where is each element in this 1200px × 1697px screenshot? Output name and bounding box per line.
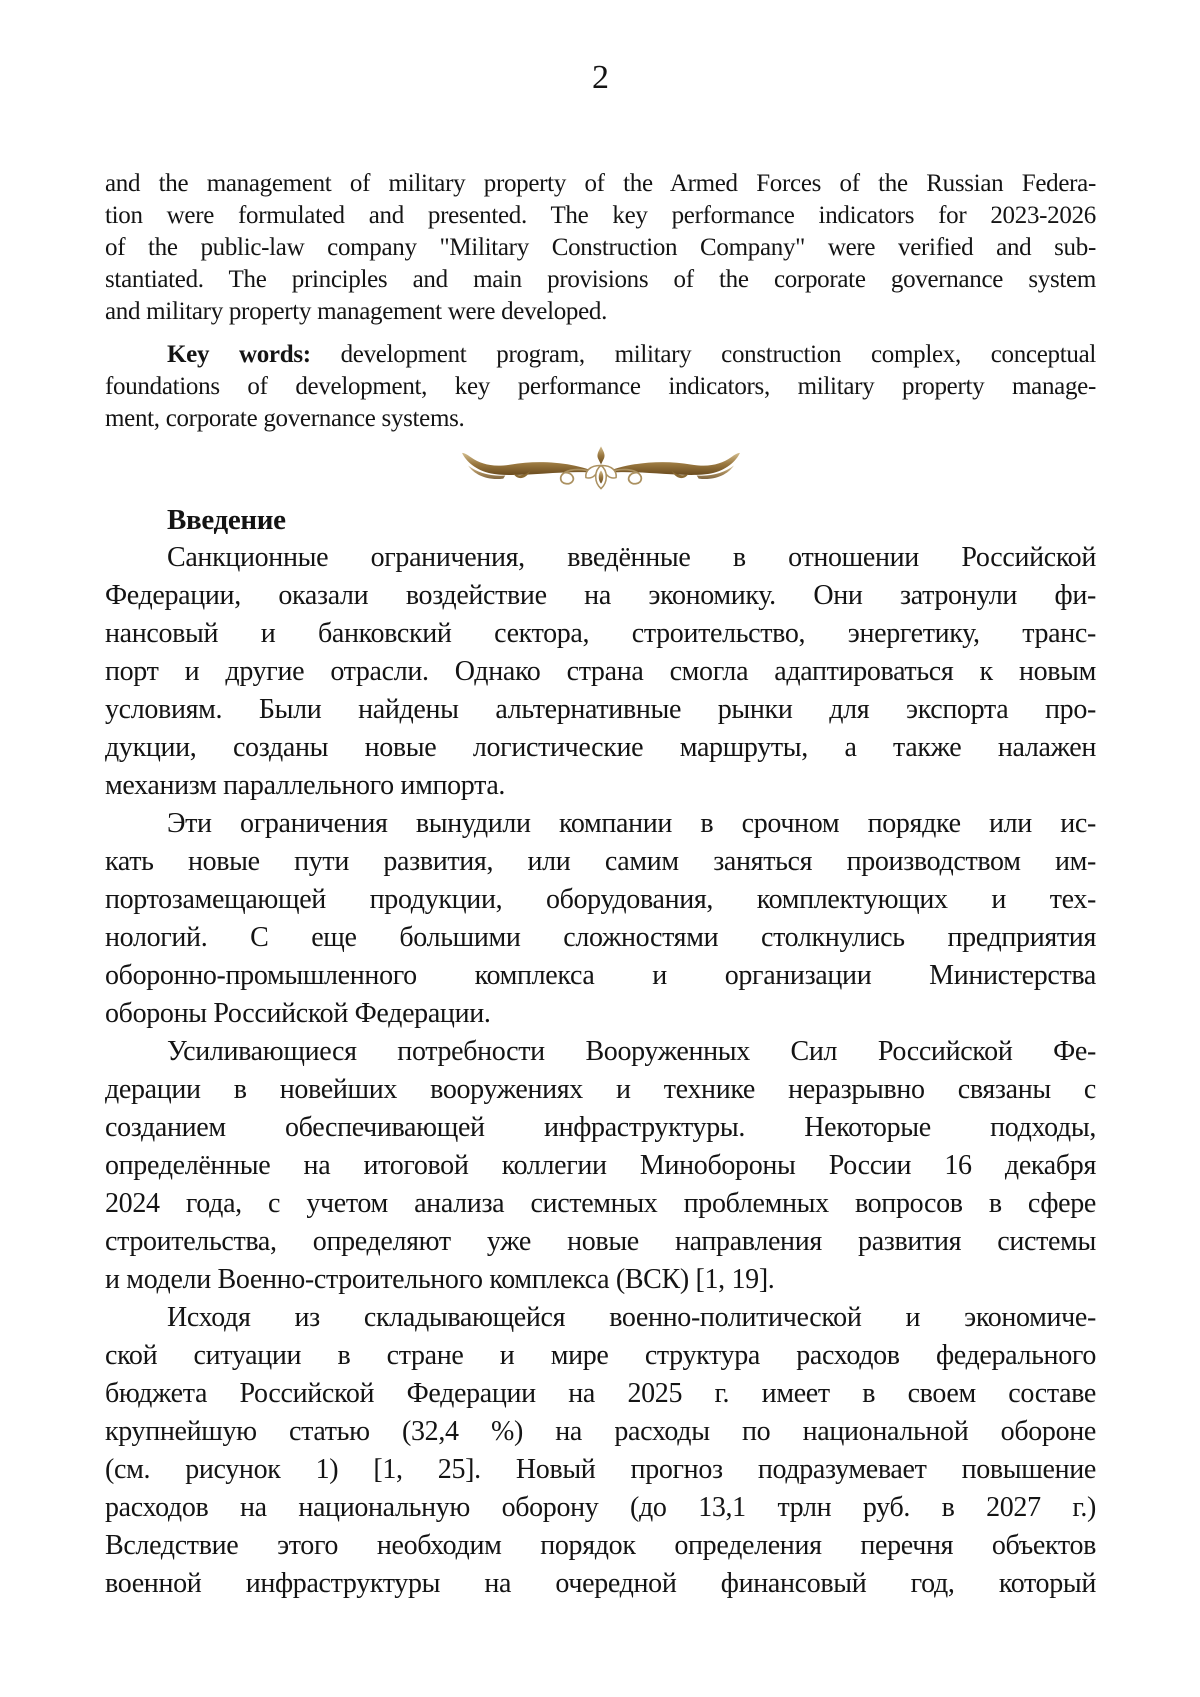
flourish-divider: [105, 438, 1096, 500]
text-line: крупнейшую статью (32,4 %) на расходы по национальной обороне: [105, 1416, 1096, 1447]
abstract-section: [105, 168, 1096, 435]
text-line: условиям. Были найдены альтернативные рынки для экспорта про-: [105, 694, 1096, 725]
text-line: Усиливающиеся потребности Вооруженных Сил Российской Фе-: [167, 1036, 1096, 1067]
introduction-section: [105, 501, 1096, 1603]
text-line: обороны Российской Федерации.: [105, 998, 491, 1029]
paragraph: [105, 805, 1096, 1033]
text-line: кать новые пути развития, или самим заняться производством им-: [105, 846, 1096, 877]
text-line: (см. рисунок 1) [1, 25]. Новый прогноз подразумевает повышение: [105, 1454, 1096, 1485]
text-line: определённые на итоговой коллегии Минобороны России 16 декабря: [105, 1150, 1096, 1181]
text-line: Санкционные ограничения, введённые в отношении Российской: [167, 542, 1096, 573]
text-line: порт и другие отрасли. Однако страна смогла адаптироваться к новым: [105, 656, 1096, 687]
text-line: ment, corporate governance systems.: [105, 405, 465, 432]
paragraph: [105, 1299, 1096, 1603]
text-line: и модели Военно-строительного комплекса (ВСК) [1, 19].: [105, 1264, 775, 1295]
text-line: дерации в новейших вооружениях и технике неразрывно связаны с: [105, 1074, 1096, 1105]
text-line: строительства, определяют уже новые направления развития системы: [105, 1226, 1096, 1257]
introduction-heading: Введение: [167, 504, 286, 536]
paragraph: [105, 1033, 1096, 1299]
text-line: нансовый и банковский сектора, строительство, энергетику, транс-: [105, 618, 1096, 649]
text-line: 2024 года, с учетом анализа системных проблемных вопросов в сфере: [105, 1188, 1096, 1219]
flourish-right-wing: [603, 452, 740, 483]
text-line: Эти ограничения вынудили компании в срочном порядке или ис-: [167, 808, 1096, 839]
text-line: дукции, созданы новые логистические маршруты, а также налажен: [105, 732, 1096, 763]
text-line: бюджета Российской Федерации на 2025 г. имеет в своем составе: [105, 1378, 1096, 1409]
text-line: of the public-law company "Military Construction Company" were verified and sub-: [105, 234, 1096, 261]
text-line: Федерации, оказали воздействие на экономику. Они затронули фи-: [105, 580, 1096, 611]
text-line: оборонно-промышленного комплекса и организации Министерства: [105, 960, 1096, 991]
text-line: Key words: development program, military construction complex, conceptual: [167, 341, 1097, 368]
text-line: foundations of development, key performance indicators, military property manage-: [105, 373, 1096, 400]
text-line: and the management of military property of the Armed Forces of the Russian Federa-: [105, 170, 1096, 197]
paragraph: [105, 339, 1096, 435]
text-line: расходов на национальную оборону (до 13,1 трлн руб. в 2027 г.): [105, 1492, 1096, 1523]
text-line: нологий. С еще большими сложностями столкнулись предприятия: [105, 922, 1096, 953]
text-line: ской ситуации в стране и мире структура расходов федерального: [105, 1340, 1096, 1371]
paragraph: [105, 539, 1096, 805]
text-line: Исходя из складывающейся военно-политической и экономиче-: [167, 1302, 1096, 1333]
text-line: Вследствие этого необходим порядок определения перечня объектов: [105, 1530, 1096, 1561]
text-line: tion were formulated and presented. The key performance indicators for 2023-2026: [105, 202, 1096, 229]
flourish-icon: [460, 439, 742, 500]
paragraph: [105, 168, 1096, 328]
page-number: 2: [592, 59, 609, 96]
keywords-label: Key words:: [167, 341, 311, 368]
text-line: созданием обеспечивающей инфраструктуры. Некоторые подходы,: [105, 1112, 1096, 1143]
text-line: военной инфраструктуры на очередной финансовый год, который: [105, 1568, 1096, 1599]
text-line: механизм параллельного импорта.: [105, 770, 506, 801]
text-line: and military property management were developed.: [105, 298, 608, 325]
text-line: stantiated. The principles and main provisions of the corporate governance system: [105, 266, 1096, 293]
flourish-center-motif: [585, 446, 615, 488]
introduction-body: [105, 539, 1096, 1603]
text-line: портозамещающей продукции, оборудования, комплектующих и тех-: [105, 884, 1096, 915]
